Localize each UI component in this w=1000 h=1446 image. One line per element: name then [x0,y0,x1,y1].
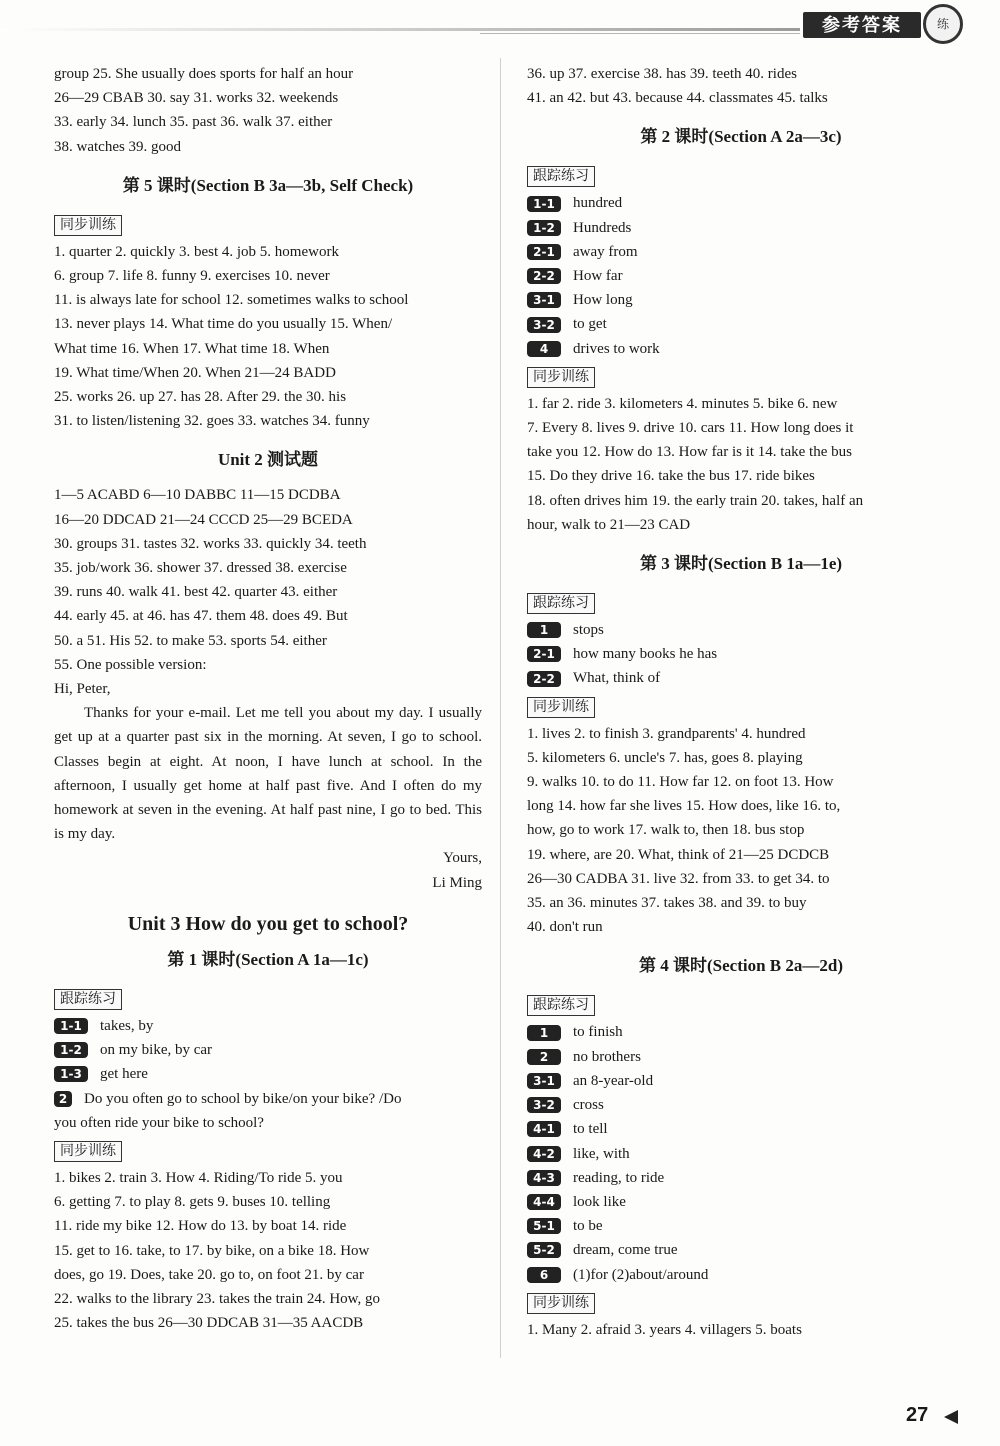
text-line: you often ride your bike to school? [54,1114,264,1131]
item-number: 1-3 [54,1066,88,1082]
answer-item [54,1087,482,1111]
text-line: 13. never plays 14. What time do you usually 15. When/ [54,316,393,333]
text-line: 1. quarter 2. quickly 3. best 4. job 5. homework [54,243,339,260]
page-footer [906,1402,976,1432]
text-line: 15. Do they drive 16. take the bus 17. ride bikes [527,468,815,485]
item-number: 4-3 [527,1170,561,1186]
answer-item [54,1038,482,1062]
text-line: 1. bikes 2. train 3. How 4. Riding/To ride 5. you [54,1169,343,1186]
item-number: 2-2 [527,671,561,687]
answer-item [527,1190,955,1214]
answer-text: no brothers [573,1048,641,1065]
text-line: 26—29 CBAB 30. say 31. works 32. weekends [54,90,339,107]
text-line: 38. watches 39. good [54,138,182,155]
item-number: 1-2 [54,1042,88,1058]
item-number: 3-1 [527,1073,561,1089]
answer-text: takes, by [100,1017,154,1034]
answer-item [527,1238,955,1262]
text-line: 11. is always late for school 12. sometimes walks to school [54,292,409,309]
answer-item [54,1062,482,1086]
lesson-title: 第 2 课时(Section A 2a—3c) [640,127,842,147]
item-number: 5-1 [527,1218,561,1234]
text-line: 25. takes the bus 26—30 DDCAB 31—35 AACDB [54,1315,364,1332]
item-number: 4-2 [527,1146,561,1162]
answer-item [527,216,955,240]
item-number: 3-2 [527,317,561,333]
answer-text: How long [573,292,633,309]
item-number: 2 [527,1049,561,1065]
lesson-title: 第 5 课时(Section B 3a—3b, Self Check) [122,175,414,195]
answer-item [527,1093,955,1117]
text-line: 41. an 42. but 43. because 44. classmates 45. talks [527,90,828,107]
answer-item [527,666,955,690]
answer-item [527,642,955,666]
text-line: 1. far 2. ride 3. kilometers 4. minutes 5. bike 6. new [527,395,838,412]
text-line: 7. Every 8. lives 9. drive 10. cars 11. How long does it [527,420,854,437]
tracking-tag: 跟踪练习 [54,989,122,1010]
text-line: 40. don't run [527,919,603,936]
text-line: 25. works 26. up 27. has 28. After 29. the 30. his [54,389,347,406]
practice-tag: 同步训练 [527,367,595,388]
item-number: 4-4 [527,1194,561,1210]
answer-item [527,312,955,336]
answer-item [527,288,955,312]
answer-text: drives to work [573,340,660,357]
lesson-title: 第 4 课时(Section B 2a—2d) [639,956,843,976]
answer-item [527,1166,955,1190]
text-line: does, go 19. Does, take 20. go to, on foot 21. by car [54,1266,364,1283]
text-line: 18. often drives him 19. the early train 20. takes, half an [527,492,864,509]
essay-closing: Yours, [443,850,482,867]
test-title: Unit 2 测试题 [217,450,319,470]
logo-icon: 练 [923,4,963,44]
essay-signature: Li Ming [432,874,482,891]
answer-text: hundred [573,195,623,212]
answer-item [527,191,955,215]
text-line: 11. ride my bike 12. How do 13. by boat 14. ride [54,1218,347,1235]
header-rule-thin [480,33,800,34]
text-line: 1. Many 2. afraid 3. years 4. villagers 5. boats [527,1321,802,1338]
answer-item [527,1214,955,1238]
answer-text: away from [573,243,638,260]
item-number: 4 [527,341,561,357]
answer-item [527,1069,955,1093]
text-line: 36. up 37. exercise 38. has 39. teeth 40. rides [527,66,797,82]
practice-tag: 同步训练 [54,215,122,236]
item-number: 1-2 [527,220,561,236]
item-number: 1-1 [527,196,561,212]
right-column [527,62,955,1342]
answer-text: get here [100,1066,148,1083]
item-number: 4-1 [527,1121,561,1137]
left-column [54,62,482,1335]
item-number: 2-2 [527,268,561,284]
answer-badge [803,4,963,46]
answer-text: to finish [573,1024,623,1041]
tracking-tag: 跟踪练习 [527,995,595,1016]
arrow-left-icon [944,1410,958,1424]
item-number: 2 [54,1091,72,1107]
text-line: 35. an 36. minutes 37. takes 38. and 39. to buy [527,895,807,912]
text-line: 9. walks 10. to do 11. How far 12. on foot 13. How [527,774,834,791]
text-line: 31. to listen/listening 32. goes 33. watches 34. funny [54,413,370,430]
text-line: how, go to work 17. walk to, then 18. bus stop [527,822,805,839]
essay-paragraph: Thanks for your e-mail. Let me tell you about my day. I usually get up at a quarter past six in the morning. At seven, I go to school. Classes begin at eight. At noon, I have lunch at school. In the afternoon, I usually get home at half past five. And I often do my homework at seven in the evening. At half past nine, I go to bed. This is my day. [54,705,482,843]
answer-text: on my bike, by car [100,1042,213,1059]
text-line: 44. early 45. at 46. has 47. them 48. does 49. But [54,608,348,625]
practice-tag: 同步训练 [54,1141,122,1162]
text-line: 16—20 DDCAD 21—24 CCCD 25—29 BCEDA [54,511,353,528]
text-line: take you 12. How do 13. How far is it 14. take the bus [527,444,852,461]
item-number: 3-1 [527,292,561,308]
item-number: 6 [527,1267,561,1283]
text-line: 5. kilometers 6. uncle's 7. has, goes 8. playing [527,749,803,766]
text-line: 22. walks to the library 23. takes the train 24. How, go [54,1290,381,1307]
answer-item [527,1142,955,1166]
text-line: What time 16. When 17. What time 18. When [54,340,330,357]
page-header [0,0,1000,50]
answer-text: How far [573,268,623,285]
text-line: 30. groups 31. tastes 32. works 33. quickly 34. teeth [54,535,367,552]
answer-item [527,1045,955,1069]
text-line: long 14. how far she lives 15. How does, like 16. to, [527,798,841,815]
answer-text: to get [573,316,607,333]
answer-item [527,1263,955,1287]
answer-item [527,337,955,361]
text-line: 35. job/work 36. shower 37. dressed 38. exercise [54,560,347,577]
header-rule [0,28,800,31]
answer-text: reading, to ride [573,1169,665,1186]
text-line: 39. runs 40. walk 41. best 42. quarter 43. either [54,584,338,601]
text-line: 26—30 CADBA 31. live 32. from 33. to get 34. to [527,870,830,887]
text-line: Hi, Peter, [54,681,111,698]
item-number: 5-2 [527,1242,561,1258]
answer-text: cross [573,1097,604,1114]
text-line: group 25. She usually does sports for half an hour [54,66,354,82]
answer-text: to tell [573,1121,608,1138]
text-line: 55. One possible version: [54,656,207,673]
text-line: 19. What time/When 20. When 21—24 BADD [54,364,336,381]
answer-text: (1)for (2)about/around [573,1266,709,1283]
text-line: 1—5 ACABD 6—10 DABBC 11—15 DCDBA [54,487,341,504]
answer-badge-label: 参考答案 [803,12,921,38]
item-number: 1 [527,1025,561,1041]
practice-tag: 同步训练 [527,1293,595,1314]
answer-text: stops [573,622,604,639]
answer-item [527,264,955,288]
text-line: 1. lives 2. to finish 3. grandparents' 4. hundred [527,725,806,742]
tracking-tag: 跟踪练习 [527,166,595,187]
text-line: hour, walk to 21—23 CAD [527,516,691,533]
practice-tag: 同步训练 [527,697,595,718]
answer-text: What, think of [573,670,661,687]
text-line: 6. getting 7. to play 8. gets 9. buses 10. telling [54,1194,331,1211]
answer-item [54,1014,482,1038]
answer-text: to be [573,1218,603,1235]
item-number: 3-2 [527,1097,561,1113]
lesson-title: 第 3 课时(Section B 1a—1e) [639,554,843,574]
column-divider [500,58,501,1358]
answer-text: Do you often go to school by bike/on your bike? /Do [84,1090,402,1107]
answer-text: look like [573,1193,626,1210]
unit-title: Unit 3 How do you get to school? [127,912,409,935]
text-line: 19. where, are 20. What, think of 21—25 DCDCB [527,846,830,863]
lesson-title: 第 1 课时(Section A 1a—1c) [167,949,369,969]
page-number: 27 [906,1404,929,1426]
answer-text: like, with [573,1145,630,1162]
answer-text: how many books he has [573,646,718,663]
text-line: 6. group 7. life 8. funny 9. exercises 10. never [54,268,330,285]
text-line: 15. get to 16. take, to 17. by bike, on a bike 18. How [54,1242,370,1259]
tracking-tag: 跟踪练习 [527,593,595,614]
answer-text: an 8-year-old [573,1072,654,1089]
answer-text: Hundreds [573,219,632,236]
answer-text: dream, come true [573,1242,678,1259]
item-number: 2-1 [527,244,561,260]
answer-item [527,1117,955,1141]
item-number: 2-1 [527,646,561,662]
answer-item [527,618,955,642]
item-number: 1 [527,622,561,638]
text-line: 33. early 34. lunch 35. past 36. walk 37. either [54,114,333,131]
item-number: 1-1 [54,1018,88,1034]
answer-item [527,240,955,264]
answer-item [527,1020,955,1044]
text-line: 50. a 51. His 52. to make 53. sports 54. either [54,632,327,649]
